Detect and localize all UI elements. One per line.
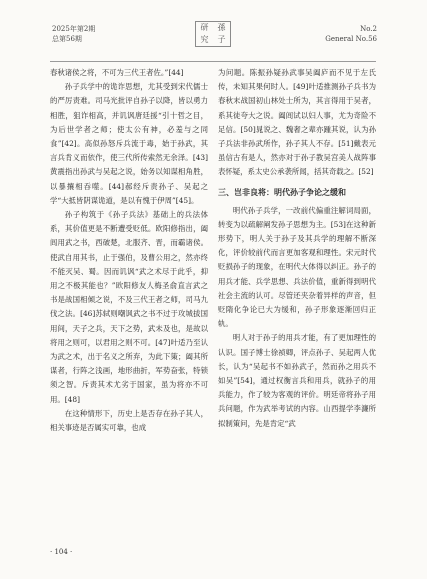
page-number: · 104 · [50, 548, 73, 556]
paragraph: 明代孙子兵学，一改前代偏重注解词局面，转变为以疏解阐发孙子思想为主。[53]在这种新形势下，明人关于孙子及其兵学的理解不断深化，评价较前代而言更加客观和理性。宋元时代贬损孙子的现象，在明代大体得以纠正。孙子的用兵才能、兵学思想、兵法价值，重新得到明代社会主流的认可。尽管还夹杂着异样的声音，但贬隋化争论已大为缓和，孙子形象逐渐回归正轨。 [218, 205, 376, 329]
left-column [50, 66, 208, 435]
issue-total-en: General No.56 [325, 35, 377, 43]
issue-info-en [325, 24, 377, 44]
logo-char: 究 [200, 35, 209, 44]
paragraph: 在这种情形下，历史上是否存在孙子其人，相关事迹是否属实可靠，也成 [50, 408, 208, 433]
page-header [0, 24, 427, 64]
logo-char: 研 [200, 23, 209, 32]
right-column [218, 66, 376, 431]
paragraph: 明人对于孙子的用兵才能，有了更加理性的认识。国子博士徐祯卿，评点孙子、吴起两人优长，认为“吴起书不如孙武子，然而孙之用兵不如吴”[54]，通过权衡言兵和用兵，就孙子的用兵能力，作了较为客观的评价。明廷帝将孙子用兵问题，作为武举考试的内容。山西提学李濂所拟制策问，先是肯定“武 [218, 333, 376, 428]
paragraph: 为问题。陈振孙疑孙武事吴阖庐而不见于左氏传，未知其果何时人。[49]叶适推测孙子兵书为春秋末战国初山林处士所为，其言得用于吴者，系其徒夸大之说。阖闾试以妇人事，尤为奇险不足信。[50]晁说之、魏奢之辈亦踵其说，认为孙子兵法非孙武所作，孙子其人不存。[51]戴表元虽信古有是人，然亦对于孙子教吴宫美人战阵事表怀疑，系太史公承袭所闻，括其奇载之。[52] [218, 68, 376, 177]
issue-total-cn: 总第56期 [52, 35, 82, 43]
issue-number-en: No.2 [360, 25, 377, 33]
section-heading: 三、岂非良将：明代孙子争论之缓和 [218, 187, 346, 197]
logo-char: 子 [217, 35, 226, 44]
issue-number-cn: 2025年第2期 [52, 25, 96, 33]
header-divider [50, 61, 376, 62]
paragraph: 春秋诸侯之将，不可为三代王者佐。”[44] [50, 68, 184, 77]
issue-info-cn [52, 24, 95, 44]
logo-char: 孫 [217, 23, 226, 32]
paragraph: 孙子构筑于《孙子兵法》基础上的兵法体系，其价值更是不断遭受贬低。欧阳修指出，阖闾用武之书，西破楚，北服齐、晋，而霸诸侯。使武自用其书，止于强伯，及曹公用之，然亦终不能灭吴、蜀。因而讥讽“武之术尽于此乎，抑用之不极其能也？”欧阳修友人梅圣俞直言武之书是战国相倾之说，不及三代王者之师，司马九伐之法。[46]苏轼则嘲讽武之书不过于攻城拔国用间，天子之兵，天下之势，武未及也，是故以将用之则可，以君用之则不可。[47]叶适乃至认为武之术，出于名义之所弃，为此下策；阖其所谋者，行阵之浅画，地形曲折，军势奋张，特锁须之智。斥责其术尤劣于国家，虽为将亦不可用。[48] [50, 210, 208, 404]
journal-logo [195, 21, 231, 47]
paragraph: 孙子兵学中的诡诈思想，尤其受到宋代儒士的严厉责难。司马光批评自孙子以降，皆以勇力相胜，狙诈相高，并讥讽唐廷援“引十哲之目，为后世学者之师；使太公有神，必羞与之同食”[42]。高似孙怒斥兵流于毒，始于孙武，其言兵肯义而依作，使三代所传索然无余泽。[43]黄震指出孙武与吴起之说，始务以知谋相角胜，以暴攘相吞噬。[44]郝经斥责孙子、吴起之学“大抵皆阴谋诡道，是以有愧于伊周”[45]。 [50, 82, 208, 205]
